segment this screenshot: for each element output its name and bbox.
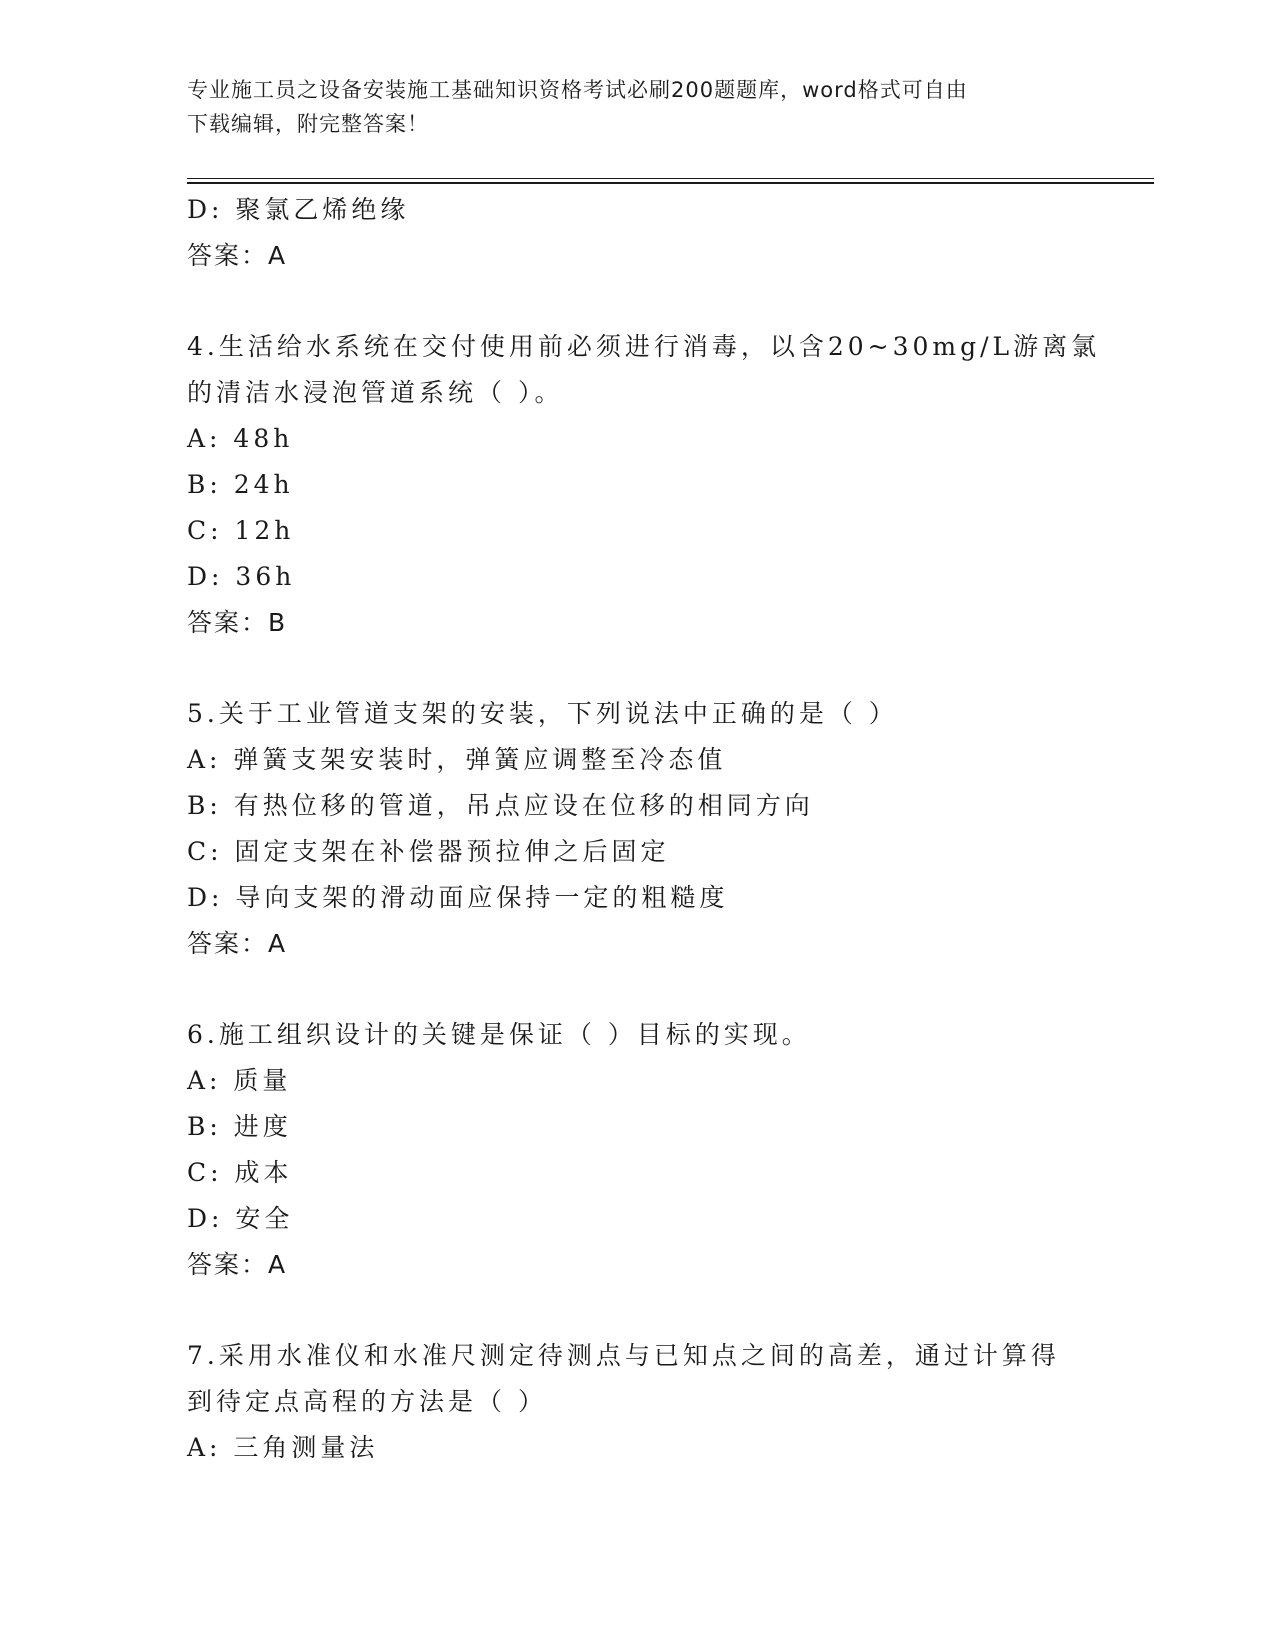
spacer [187, 967, 1087, 1012]
question-stem-line-1: 4.生活给水系统在交付使用前必须进行消毒，以含20~30mg/L游离氯 [187, 332, 1101, 361]
header-line-2: 下载编辑，附完整答案！ [187, 112, 429, 136]
answer: 答案：A [187, 1250, 288, 1279]
question-4 [187, 324, 1101, 646]
header-line-1: 专业施工员之设备安装施工基础知识资格考试必刷200题题库，word格式可自由 [187, 78, 968, 102]
question-stem: 6.施工组织设计的关键是保证（ ）目标的实现。 [187, 1020, 811, 1049]
answer: 答案：A [187, 929, 288, 958]
option-d: D: 安全 [187, 1204, 294, 1233]
option-d: D: 聚氯乙烯绝缘 [187, 195, 410, 224]
question-list [187, 187, 1101, 1471]
spacer [187, 279, 1087, 324]
question-3-tail [187, 187, 1087, 279]
option-c: C: 成本 [187, 1158, 293, 1187]
option-a: A: 三角测量法 [187, 1433, 379, 1462]
option-c: C: 12h [187, 516, 295, 545]
option-d: D: 导向支架的滑动面应保持一定的粗糙度 [187, 883, 729, 912]
question-stem: 5.关于工业管道支架的安装，下列说法中正确的是（ ） [187, 699, 898, 728]
question-stem-line-1: 7.采用水准仪和水准尺测定待测点与已知点之间的高差，通过计算得 [187, 1341, 1060, 1370]
option-b: B: 进度 [187, 1112, 292, 1141]
spacer [187, 1288, 1087, 1333]
header-divider-thin [187, 178, 1154, 179]
option-c: C: 固定支架在补偿器预拉伸之后固定 [187, 837, 670, 866]
option-a: A: 48h [187, 424, 294, 453]
document-header [187, 73, 1067, 141]
option-a: A: 质量 [187, 1066, 292, 1095]
question-5 [187, 691, 1087, 967]
question-6 [187, 1012, 1087, 1288]
option-b: B: 24h [187, 470, 294, 499]
option-b: B: 有热位移的管道，吊点应设在位移的相同方向 [187, 791, 814, 820]
answer: 答案：A [187, 241, 288, 270]
question-stem-line-2: 的清洁水浸泡管道系统（ ）。 [187, 378, 564, 407]
option-a: A: 弹簧支架安装时，弹簧应调整至冷态值 [187, 745, 727, 774]
answer: 答案：B [187, 608, 288, 637]
question-stem-line-2: 到待定点高程的方法是（ ） [187, 1387, 547, 1416]
header-divider-thick [187, 182, 1154, 184]
question-7 [187, 1333, 1087, 1471]
option-d: D: 36h [187, 562, 296, 591]
spacer [187, 646, 1087, 691]
